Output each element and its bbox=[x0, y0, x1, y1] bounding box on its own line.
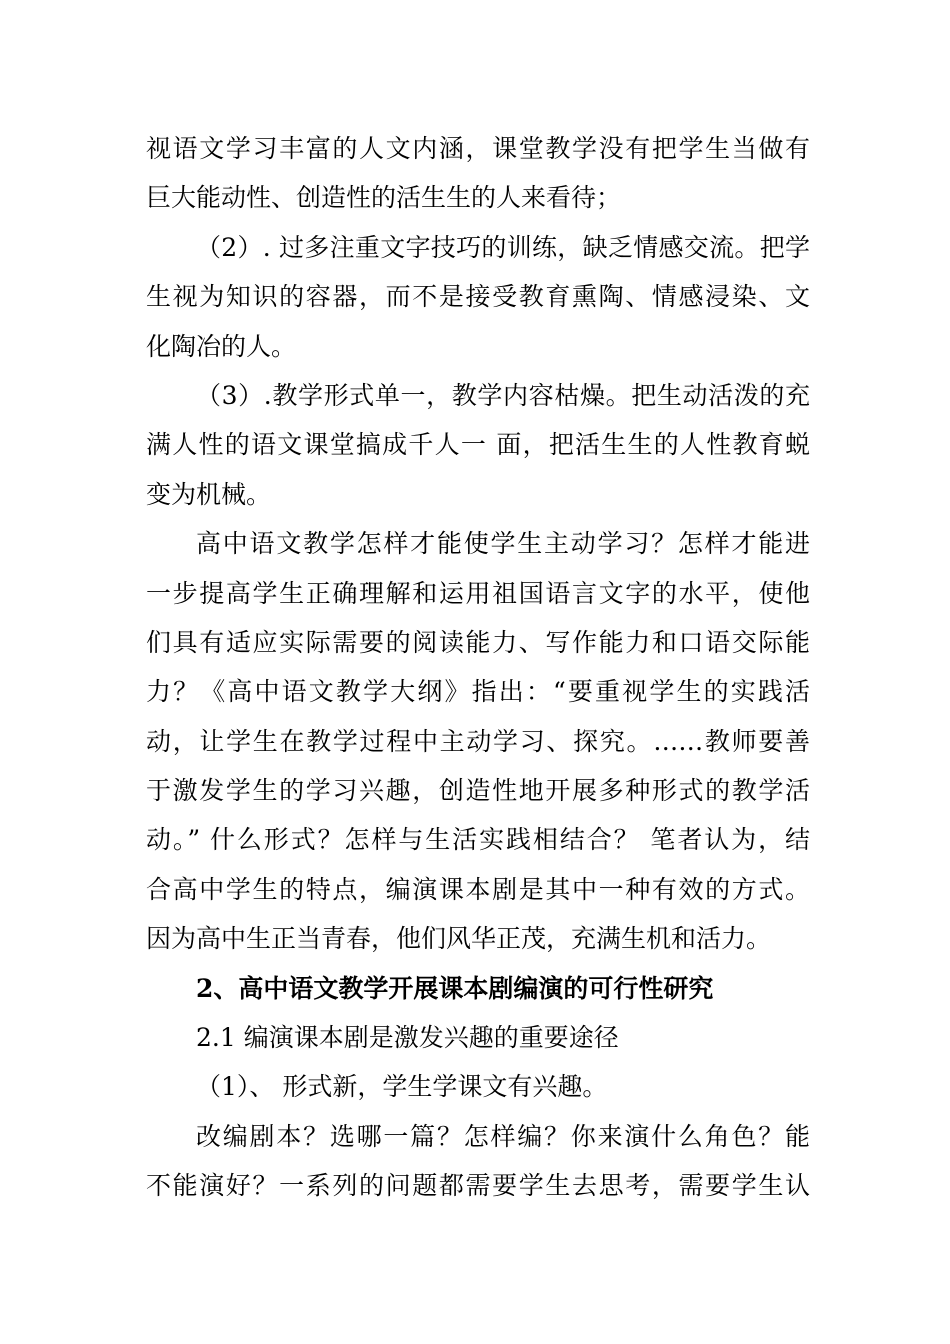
text-line: 生视为知识的容器，而不是接受教育熏陶、情感浸染、文 bbox=[146, 282, 810, 312]
section-heading: 2、高中语文教学开展课本剧编演的可行性研究 bbox=[196, 973, 714, 1003]
text-line: 合高中学生的特点，编演课本剧是其中一种有效的方式。 bbox=[146, 874, 810, 904]
text-line: 巨大能动性、创造性的活生生的人来看待； bbox=[146, 183, 622, 213]
text-line: 高中语文教学怎样才能使学生主动学习？怎样才能进 bbox=[196, 529, 810, 559]
text-line: 们具有适应实际需要的阅读能力、写作能力和口语交际能 bbox=[146, 627, 810, 657]
text-line: 变为机械。 bbox=[146, 479, 272, 509]
text-line: 不能演好？一系列的问题都需要学生去思考，需要学生认 bbox=[146, 1171, 810, 1201]
text-line: 化陶冶的人。 bbox=[146, 331, 297, 361]
text-line: （2）. 过多注重文字技巧的训练，缺乏情感交流。把学 bbox=[196, 232, 810, 262]
text-line: 视语文学习丰富的人文内涵，课堂教学没有把学生当做有 bbox=[146, 134, 810, 163]
text-line: 动。” 什么形式？怎样与生活实践相结合？ 笔者认为，结 bbox=[146, 825, 810, 855]
text-line: 2.1 编演课本剧是激发兴趣的重要途径 bbox=[196, 1023, 619, 1053]
text-line: 改编剧本？选哪一篇？怎样编？你来演什么角色？能 bbox=[196, 1121, 810, 1151]
text-line: 一步提高学生正确理解和运用祖国语言文字的水平，使他 bbox=[146, 578, 810, 608]
text-line: 于激发学生的学习兴趣，创造性地开展多种形式的教学活 bbox=[146, 776, 810, 806]
text-line: （3）.教学形式单一，教学内容枯燥。把生动活泼的充 bbox=[196, 380, 810, 410]
text-line: 力？《高中语文教学大纲》指出：“要重视学生的实践活 bbox=[146, 677, 810, 707]
text-line: 动，让学生在教学过程中主动学习、探究。……教师要善 bbox=[146, 726, 810, 756]
text-line: 满人性的语文课堂搞成千人一 面，把活生生的人性教育蜕 bbox=[146, 430, 810, 460]
text-line: 因为高中生正当青春，他们风华正茂，充满生机和活力。 bbox=[146, 924, 772, 954]
text-line: （1）、 形式新，学生学课文有兴趣。 bbox=[196, 1072, 608, 1102]
document-page bbox=[146, 124, 810, 1211]
